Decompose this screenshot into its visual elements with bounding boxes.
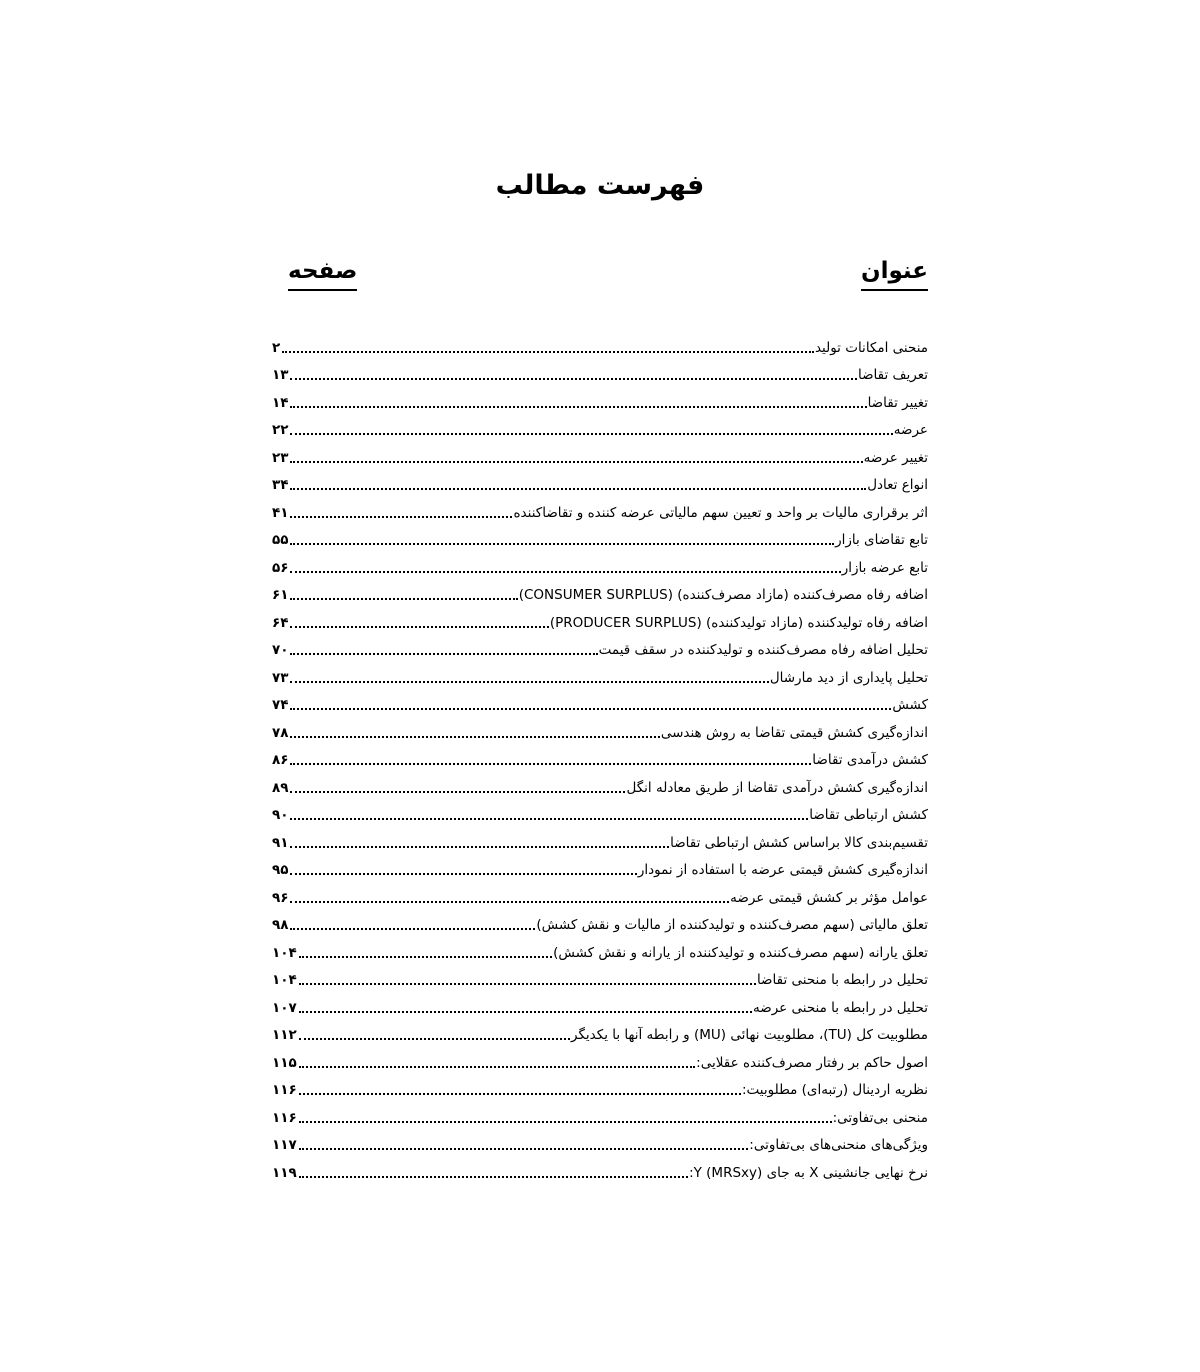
toc-entry-title: تحلیل در رابطه با منحنی عرضه [753,999,928,1016]
toc-entry-page: ۱۱۷ [272,1137,297,1153]
toc-entry[interactable] [272,659,928,687]
toc-entry-page: ۷۴ [272,697,289,713]
dot-leader [290,928,535,930]
dot-leader [290,378,856,380]
toc-entry-title: اضافه رفاه مصرف‌کننده (مازاد مصرف‌کننده) (CONSUMER SURPLUS) [518,587,928,603]
toc-entry-page: ۱۱۹ [272,1164,297,1181]
toc-entry-title: منحنی بی‌تفاوتی: [832,1109,928,1126]
toc-entry[interactable] [272,329,928,357]
toc-entry-page: ۳۴ [272,477,289,493]
toc-entry-page: ۴۱ [272,504,289,521]
toc-entry[interactable] [272,467,928,495]
title-column-header: عنوان [861,254,928,291]
toc-entry-page: ۱۱۶ [272,1082,297,1098]
toc-entry-title: اندازه‌گیری کشش درآمدی تقاضا از طریق معادله انگل [626,779,928,796]
dot-leader [290,846,669,848]
toc-entry[interactable] [272,907,928,935]
toc-entry-title: تحلیل اضافه رفاه مصرف‌کننده و تولیدکننده در سقف قیمت [598,642,928,658]
dot-leader [290,543,834,545]
toc-entry-title: تحلیل در رابطه با منحنی تقاضا [756,972,928,988]
toc-entry[interactable] [272,384,928,412]
dot-leader [299,1011,752,1013]
toc-entry-title: تابع تقاضای بازار [835,532,928,548]
toc-entry-title: اثر برقراری مالیات بر واحد و تعیین سهم مالیاتی عرضه کننده و تقاضاکننده [513,504,928,521]
toc-entry-page: ۱۰۴ [272,972,297,988]
toc-entry-title: اصول حاکم بر رفتار مصرف‌کننده عقلایی: [696,1054,928,1071]
toc-entry-page: ۸۹ [272,779,289,796]
toc-entry-title: تابع عرضه بازار [841,559,928,576]
dot-leader [299,956,552,958]
toc-entry-title: تعلق یارانه (سهم مصرف‌کننده و تولیدکننده از یارانه و نقش کشش) [553,944,928,961]
toc-entry-page: ۲ [272,339,281,356]
toc-entry-page: ۹۶ [272,889,289,906]
toc-entry-page: ۹۸ [272,917,289,933]
toc-entry-title: منحنی امکانات تولید [814,339,928,356]
toc-entry-page: ۱۱۵ [272,1054,297,1071]
toc-entry[interactable] [272,1154,928,1182]
dot-leader [290,901,729,903]
toc-entry[interactable] [272,714,928,742]
toc-entry-page: ۲۲ [272,422,289,438]
toc-entry-title: تعریف تقاضا [857,367,928,383]
toc-entry-page: ۶۴ [272,614,289,631]
toc-entry[interactable] [272,577,928,605]
dot-leader [290,791,625,793]
toc-entry[interactable] [272,439,928,467]
toc-entry-page: ۹۵ [272,862,289,878]
toc-entry-page: ۸۶ [272,752,289,768]
toc-entry[interactable] [272,742,928,770]
toc-entry-title: کشش درآمدی تقاضا [812,752,928,768]
toc-entry[interactable] [272,852,928,880]
toc-entry[interactable] [272,989,928,1017]
toc-entry-title: تغییر عرضه [863,449,928,466]
toc-entry[interactable] [272,687,928,715]
toc-entry-title: اندازه‌گیری کشش قیمتی تقاضا به روش هندسی [660,724,928,741]
toc-entry[interactable] [272,1099,928,1127]
dot-leader [290,598,517,600]
toc-entry-title: نظریه اردینال (رتبه‌ای) مطلوبیت: [741,1082,928,1098]
toc-entry-page: ۷۸ [272,724,289,741]
toc-entry[interactable] [272,824,928,852]
dot-leader [290,626,548,628]
toc-entry[interactable] [272,1072,928,1100]
toc-entry-page: ۱۱۲ [272,1027,297,1043]
toc-entry[interactable] [272,1044,928,1072]
toc-entry[interactable] [272,769,928,797]
dot-leader [299,1148,749,1150]
toc-entry[interactable] [272,1017,928,1045]
toc-entry-title: نرخ نهایی جانشینی X به جای Y (MRSxy): [689,1164,928,1181]
toc-entry[interactable] [272,797,928,825]
dot-leader [299,1066,695,1068]
toc-entry-title: کشش ارتباطی تقاضا [809,807,928,823]
dot-leader [290,818,808,820]
toc-entry[interactable] [272,412,928,440]
toc-entry[interactable] [272,494,928,522]
toc-entry-title: تغییر تقاضا [867,394,928,411]
dot-leader [299,1038,570,1040]
dot-leader [299,983,756,985]
dot-leader [299,1121,832,1123]
page-column-header: صفحه [288,254,357,291]
toc-entry-title: مطلوبیت کل (TU)، مطلوبیت نهائی (MU) و رابطه آنها با یکدیگر [571,1027,928,1043]
dot-leader [282,351,814,353]
dot-leader [290,873,636,875]
toc-entry[interactable] [272,962,928,990]
toc-entry-page: ۲۳ [272,449,289,466]
toc-entry-page: ۱۰۷ [272,999,297,1016]
toc-entry-page: ۵۶ [272,559,289,576]
dot-leader [290,571,840,573]
toc-entry-page: ۹۱ [272,834,289,851]
dot-leader [290,406,866,408]
dot-leader [290,681,768,683]
dot-leader [299,1093,741,1095]
dot-leader [290,763,811,765]
toc-entry-page: ۶۱ [272,587,289,603]
toc-entry-title: اضافه رفاه تولیدکننده (مازاد تولیدکننده) (PRODUCER SURPLUS) [549,614,928,631]
toc-entry-page: ۷۳ [272,669,289,686]
dot-leader [290,433,892,435]
toc-entry-title: عوامل مؤثر بر کشش قیمتی عرضه [730,889,928,906]
dot-leader [290,516,512,518]
toc-entry-page: ۹۰ [272,807,289,823]
toc-entry[interactable] [272,632,928,660]
toc-entry[interactable] [272,879,928,907]
toc-entry-title: تقسیم‌بندی کالا براساس کشش ارتباطی تقاضا [670,834,928,851]
toc-entry-title: ویژگی‌های منحنی‌های بی‌تفاوتی: [749,1137,928,1153]
toc-entry-page: ۱۴ [272,394,289,411]
toc-entry[interactable] [272,549,928,577]
page-title: فهرست مطالب [495,170,705,201]
toc-entry[interactable] [272,357,928,385]
toc-entry-title: تعلق مالیاتی (سهم مصرف‌کننده و تولیدکننده از مالیات و نقش کشش) [536,917,928,933]
toc-entry[interactable] [272,522,928,550]
toc-entry-title: تحلیل پایداری از دید مارشال [769,669,928,686]
toc-entry-page: ۵۵ [272,532,289,548]
dot-leader [290,653,597,655]
dot-leader [290,736,659,738]
toc-entry-page: ۱۳ [272,367,289,383]
toc-entry-page: ۷۰ [272,642,289,658]
toc-entry-title: کشش [892,697,928,713]
dot-leader [290,488,866,490]
toc-entry-page: ۱۱۶ [272,1109,297,1126]
toc-entry-title: عرضه [893,422,928,438]
dot-leader [290,461,862,463]
toc-entry[interactable] [272,1127,928,1155]
toc-entry[interactable] [272,604,928,632]
toc-entry[interactable] [272,934,928,962]
table-of-contents [272,329,928,1182]
dot-leader [299,1176,688,1178]
dot-leader [290,708,891,710]
toc-entry-title: انواع تعادل [867,477,928,493]
toc-entry-title: اندازه‌گیری کشش قیمتی عرضه با استفاده از نمودار [637,862,928,878]
toc-entry-page: ۱۰۴ [272,944,297,961]
